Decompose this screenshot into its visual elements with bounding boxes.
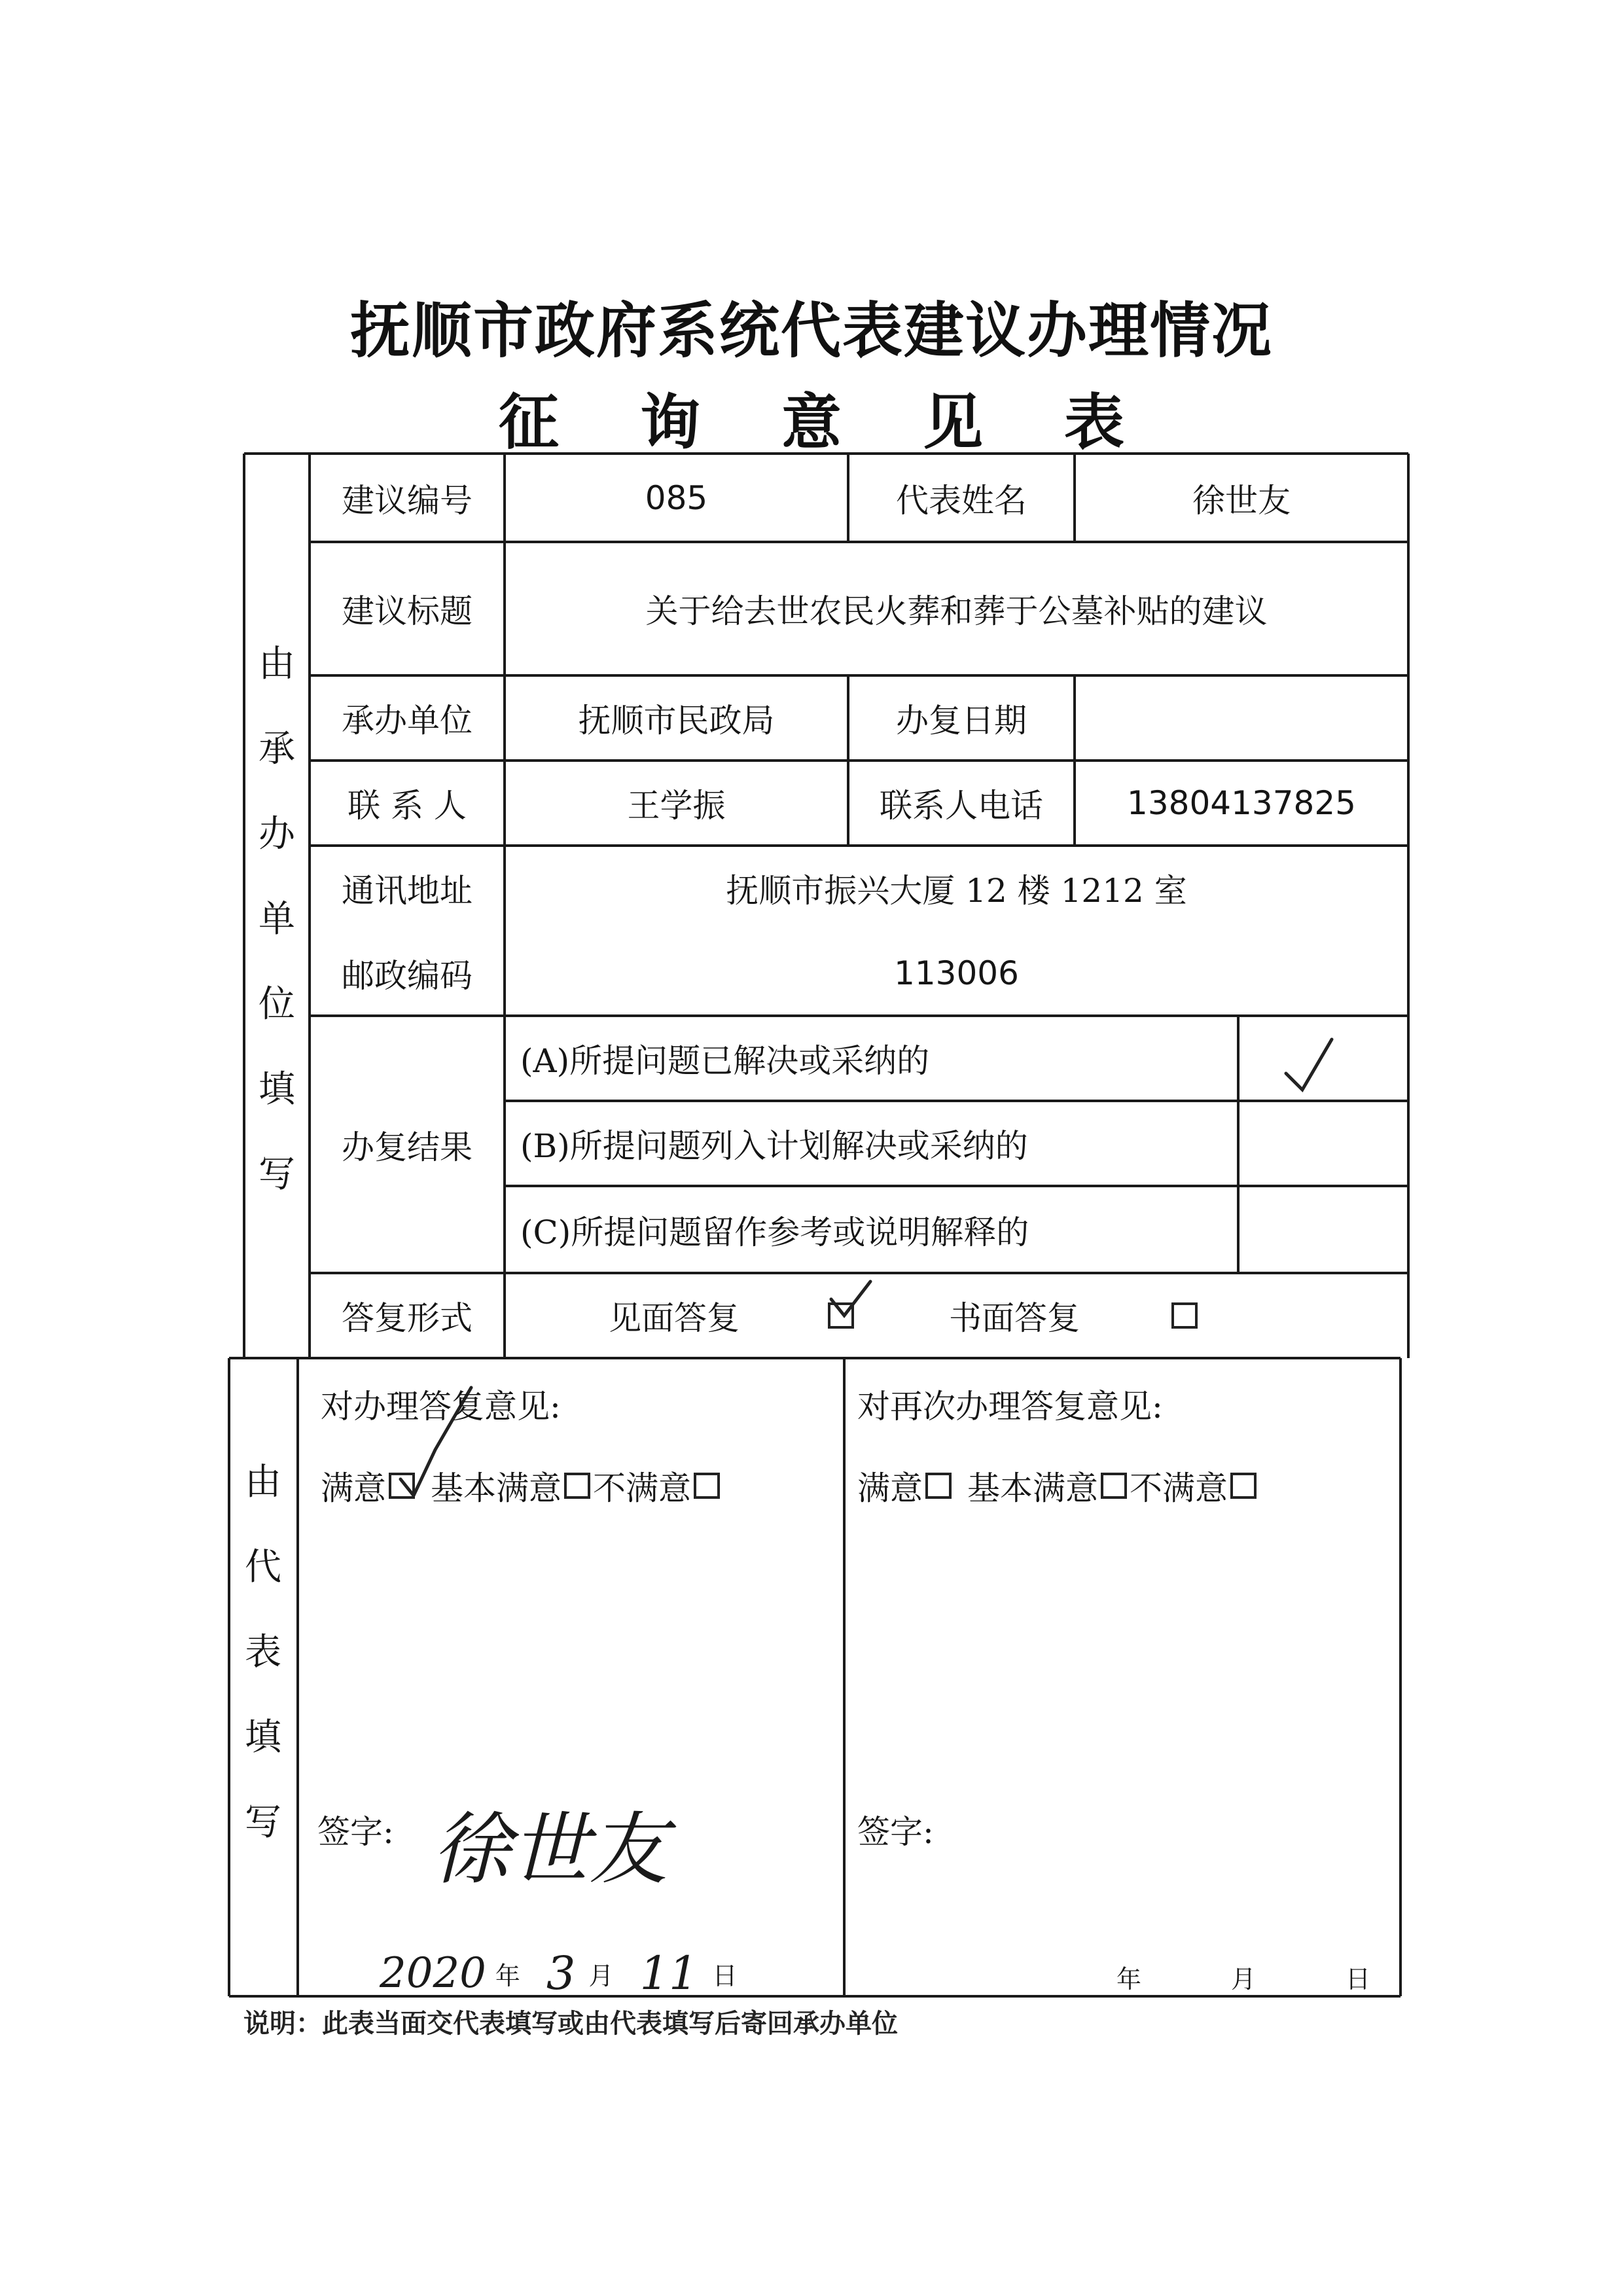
suggestion-title-value: 关于给去世农民火葬和葬于公墓补贴的建议 [645,592,1268,630]
handwritten-year: 2020 [380,1949,486,1998]
contact-label: 联 系 人 [348,787,467,825]
section2-label-char: 代 [245,1546,281,1588]
handwritten-signature: 徐世友 [432,1804,668,1895]
second-opinion-options [857,1460,1259,1512]
section2-label-char: 由 [245,1461,281,1503]
result-option-c: (C)所提问题留作参考或说明解释的 [520,1213,1029,1251]
second-sign-label: 签字: [857,1813,934,1851]
satisfied-checkbox[interactable] [925,1473,952,1499]
basic-satisfied-label: 基本满意 [967,1469,1098,1507]
suggestion-title-label: 建议标题 [342,592,473,630]
result-option-a: (A)所提问题已解决或采纳的 [520,1042,930,1080]
not-satisfied-label: 不满意 [1130,1469,1228,1507]
handling-unit-value: 抚顺市民政局 [578,702,775,740]
handwritten-month: 3 [546,1946,576,2000]
section1-label-char: 承 [259,728,295,770]
month-label: 月 [588,1961,614,1990]
basic-satisfied-checkbox[interactable] [564,1473,590,1499]
address-value: 抚顺市振兴大厦 12 楼 1212 室 [726,872,1187,910]
footnote: 说明：此表当面交代表填写或由代表填写后寄回承办单位 [243,2009,898,2039]
reply-written-checkbox[interactable] [1165,1273,1204,1358]
postcode-label: 邮政编码 [342,957,473,995]
suggestion-no-label: 建议编号 [342,481,473,520]
reply-face-checkbox[interactable] [821,1273,861,1358]
not-satisfied-checkbox[interactable] [1230,1473,1257,1499]
first-opinion-heading: 对办理答复意见: [321,1388,561,1426]
not-satisfied-checkbox[interactable] [694,1473,720,1499]
reply-date-value[interactable] [1075,675,1408,761]
section2-label-char: 写 [245,1801,281,1844]
section2-label-char: 填 [245,1716,281,1759]
satisfied-label: 满意 [321,1469,386,1507]
contact-value: 王学振 [627,787,726,825]
section1-label-char: 单 [259,898,295,941]
second-day-label: 日 [1345,1964,1370,1994]
second-year-label: 年 [1116,1964,1141,1994]
subtitle-char: 见 [923,387,984,457]
checkbox-box-icon [828,1302,854,1329]
contact-phone-value: 13804137825 [1127,784,1356,822]
suggestion-no-value: 085 [645,478,708,517]
not-satisfied-label: 不满意 [593,1469,691,1507]
rep-name-label: 代表姓名 [896,481,1027,520]
satisfied-label: 满意 [857,1469,923,1507]
section1-label-char: 位 [259,983,295,1026]
result-option-b: (B)所提问题列入计划解决或采纳的 [520,1127,1028,1165]
section2-vertical-label [230,1440,296,1865]
first-sign-label: 签字: [317,1813,394,1851]
first-opinion-options [321,1460,722,1512]
result-b-checkbox[interactable] [1238,1101,1408,1186]
contact-phone-label: 联系人电话 [880,787,1043,825]
second-month-label: 月 [1230,1964,1256,1994]
checkbox-box-icon [1171,1302,1198,1329]
subtitle-char: 征 [498,387,559,457]
subtitle-char: 表 [1064,387,1125,457]
basic-satisfied-checkbox[interactable] [1101,1473,1127,1499]
result-a-checkbox[interactable] [1238,1016,1408,1101]
section1-vertical-label [244,622,310,1217]
handwritten-day: 11 [639,1946,698,2000]
handling-unit-label: 承办单位 [342,702,473,740]
reply-face-label: 见面答复 [609,1299,740,1337]
second-opinion-heading: 对再次办理答复意见: [857,1388,1163,1426]
postcode-value: 113006 [894,954,1019,992]
section1-label-char: 由 [259,643,295,685]
basic-satisfied-label: 基本满意 [431,1469,562,1507]
reply-written-label: 书面答复 [949,1299,1080,1337]
subtitle-char: 意 [781,387,842,457]
reply-date-label: 办复日期 [896,702,1027,740]
subtitle-char: 询 [639,387,700,457]
address-label: 通讯地址 [342,872,473,910]
result-label: 办复结果 [342,1128,473,1166]
first-date [380,1947,738,2000]
section2-label-char: 表 [245,1631,281,1674]
satisfied-checkbox[interactable] [389,1473,415,1499]
reply-form-label: 答复形式 [342,1299,473,1337]
day-label: 日 [712,1961,738,1990]
section1-label-char: 写 [259,1153,295,1196]
section1-label-char: 办 [259,813,295,855]
result-c-checkbox[interactable] [1238,1186,1408,1273]
year-label: 年 [495,1961,520,1990]
rep-name-value: 徐世友 [1192,481,1291,520]
section1-label-char: 填 [259,1068,295,1111]
form-title: 抚顺市政府系统代表建议办理情况 [349,296,1273,366]
